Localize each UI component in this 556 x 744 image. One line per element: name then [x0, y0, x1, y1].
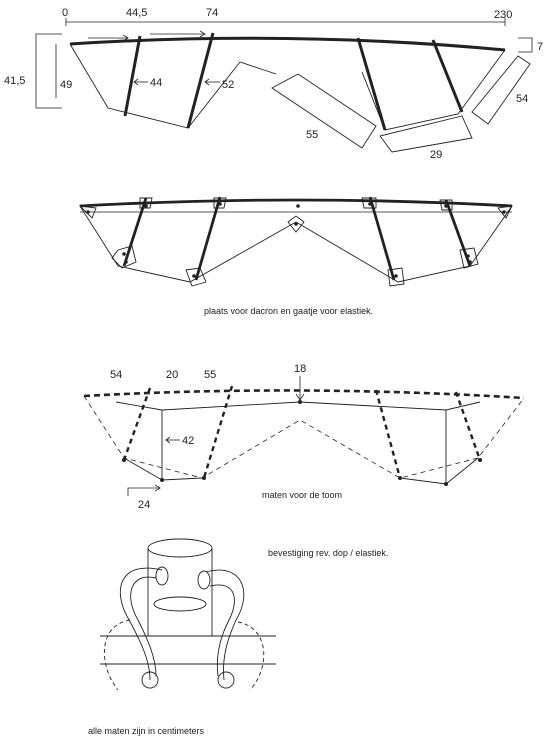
- bridle-label-24: 24: [138, 499, 151, 511]
- bridle-label-55: 55: [204, 369, 217, 381]
- panel-55-label: 55: [306, 129, 319, 141]
- scale-tick-74: 74: [206, 7, 219, 19]
- panel-55: [272, 74, 376, 148]
- spar-left-outer: [125, 36, 140, 116]
- spar-right-outer: [433, 40, 462, 112]
- figure-3-caption: maten voor de toom: [262, 490, 343, 500]
- bridle-label-20: 20: [166, 369, 179, 381]
- sail-outline: [80, 206, 512, 282]
- knot-right: [218, 672, 234, 688]
- figure-2-caption: plaats voor dacron en gaatje voor elastiek.: [204, 306, 374, 316]
- height-total-label: 41,5: [4, 75, 26, 87]
- figure-2-eyelets: [86, 202, 506, 278]
- elastic-loop-left: [120, 568, 162, 680]
- height-side-label: 49: [60, 79, 73, 91]
- endcap-top: [148, 539, 212, 557]
- panel-54: [472, 56, 530, 124]
- panel-54-label: 54: [516, 93, 529, 105]
- spar-left-inner: [188, 33, 213, 128]
- bridle-label-18: 18: [294, 363, 307, 375]
- height-dimension-bracket: [36, 34, 62, 108]
- edge-7-label: 7: [537, 41, 544, 53]
- bridle-label-54: 54: [110, 369, 123, 381]
- units-note: alle maten zijn in centimeters: [88, 726, 205, 736]
- panel-outline-left: [70, 44, 276, 128]
- panel-29-label: 29: [430, 149, 443, 161]
- spar-52-label: 52: [222, 79, 235, 91]
- scale-tick-44-5: 44,5: [126, 7, 148, 19]
- figure-3-nodes: [122, 400, 482, 486]
- figure-2-assembled-sail: [80, 197, 512, 286]
- figure-1-labels: [4, 7, 543, 161]
- bridle-label-42: 42: [182, 435, 195, 447]
- figure-4-caption: bevestiging rev. dop / elastiek.: [268, 548, 389, 558]
- figure-3-bridle: [84, 376, 524, 496]
- scale-tick-0: 0: [62, 7, 69, 19]
- panel-outline-right: [362, 50, 505, 130]
- figure-4-endcap-detail: [100, 539, 276, 690]
- scale-tick-230: 230: [494, 9, 513, 21]
- leading-edge: [70, 38, 505, 50]
- figure-1-panel-layout: [36, 18, 532, 152]
- figure-3-labels: [110, 363, 306, 511]
- spar-44-label: 44: [150, 77, 163, 89]
